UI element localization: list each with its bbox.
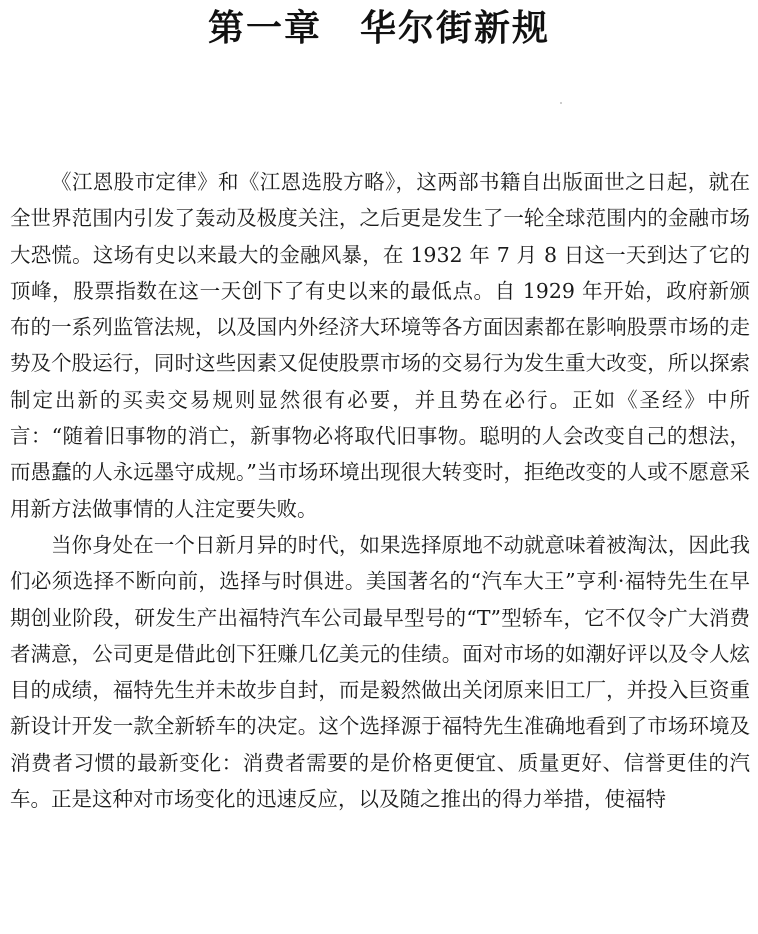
paragraph: 当你身处在一个日新月异的时代，如果选择原地不动就意味着被淘汰，因此我们必须选择不断向前，选择与时俱进。美国著名的“汽车大王”亨利·福特先生在早期创业阶段，研发生产出福特汽车公司最早型号的“T”型轿车，它不仅令广大消费者满意，公司更是借此创下狂赚几亿美元的佳绩。面对市场的如潮好评以及令人炫目的成绩，福特先生并未故步自封，而是毅然做出关闭原来旧工厂，并投入巨资重新设计开发一款全新轿车的决定。这个选择源于福特先生准确地看到了市场环境及消费者习惯的最新变化：消费者需要的是价格更便宜、质量更好、信誉更佳的汽车。正是这种对市场变化的迅速反应，以及随之推出的得力举措，使福特 (10, 532, 750, 812)
paragraph: 《江恩股市定律》和《江恩选股方略》，这两部书籍自出版面世之日起，就在全世界范围内引发了轰动及极度关注，之后更是发生了一轮全球范围内的金融市场大恐慌。这场有史以来最大的金融风暴，在 1932 年 7 月 8 日这一天到达了它的顶峰，股票指数在这一天创下了有史以来的最低点。自 1929 年开始，政府新颁布的一系列监管法规，以及国内外经济大环境等各方面因素都在影响股票市场的走势及个股运行，同时这些因素又促使股票市场的交易行为发生重大改变，所以探索制定出新的买卖交易规则显然很有必要，并且势在必行。正如《圣经》中所言：“随着旧事物的消亡，新事物必将取代旧事物。聪明的人会改变自己的想法，而愚蠢的人永远墨守成规。”当市场环境出现很大转变时，拒绝改变的人或不愿意采用新方法做事情的人注定要失败。 (10, 170, 750, 521)
body-text (10, 164, 750, 817)
scan-speck (560, 102, 562, 104)
chapter-title: 第一章 华尔街新规 (207, 7, 550, 49)
